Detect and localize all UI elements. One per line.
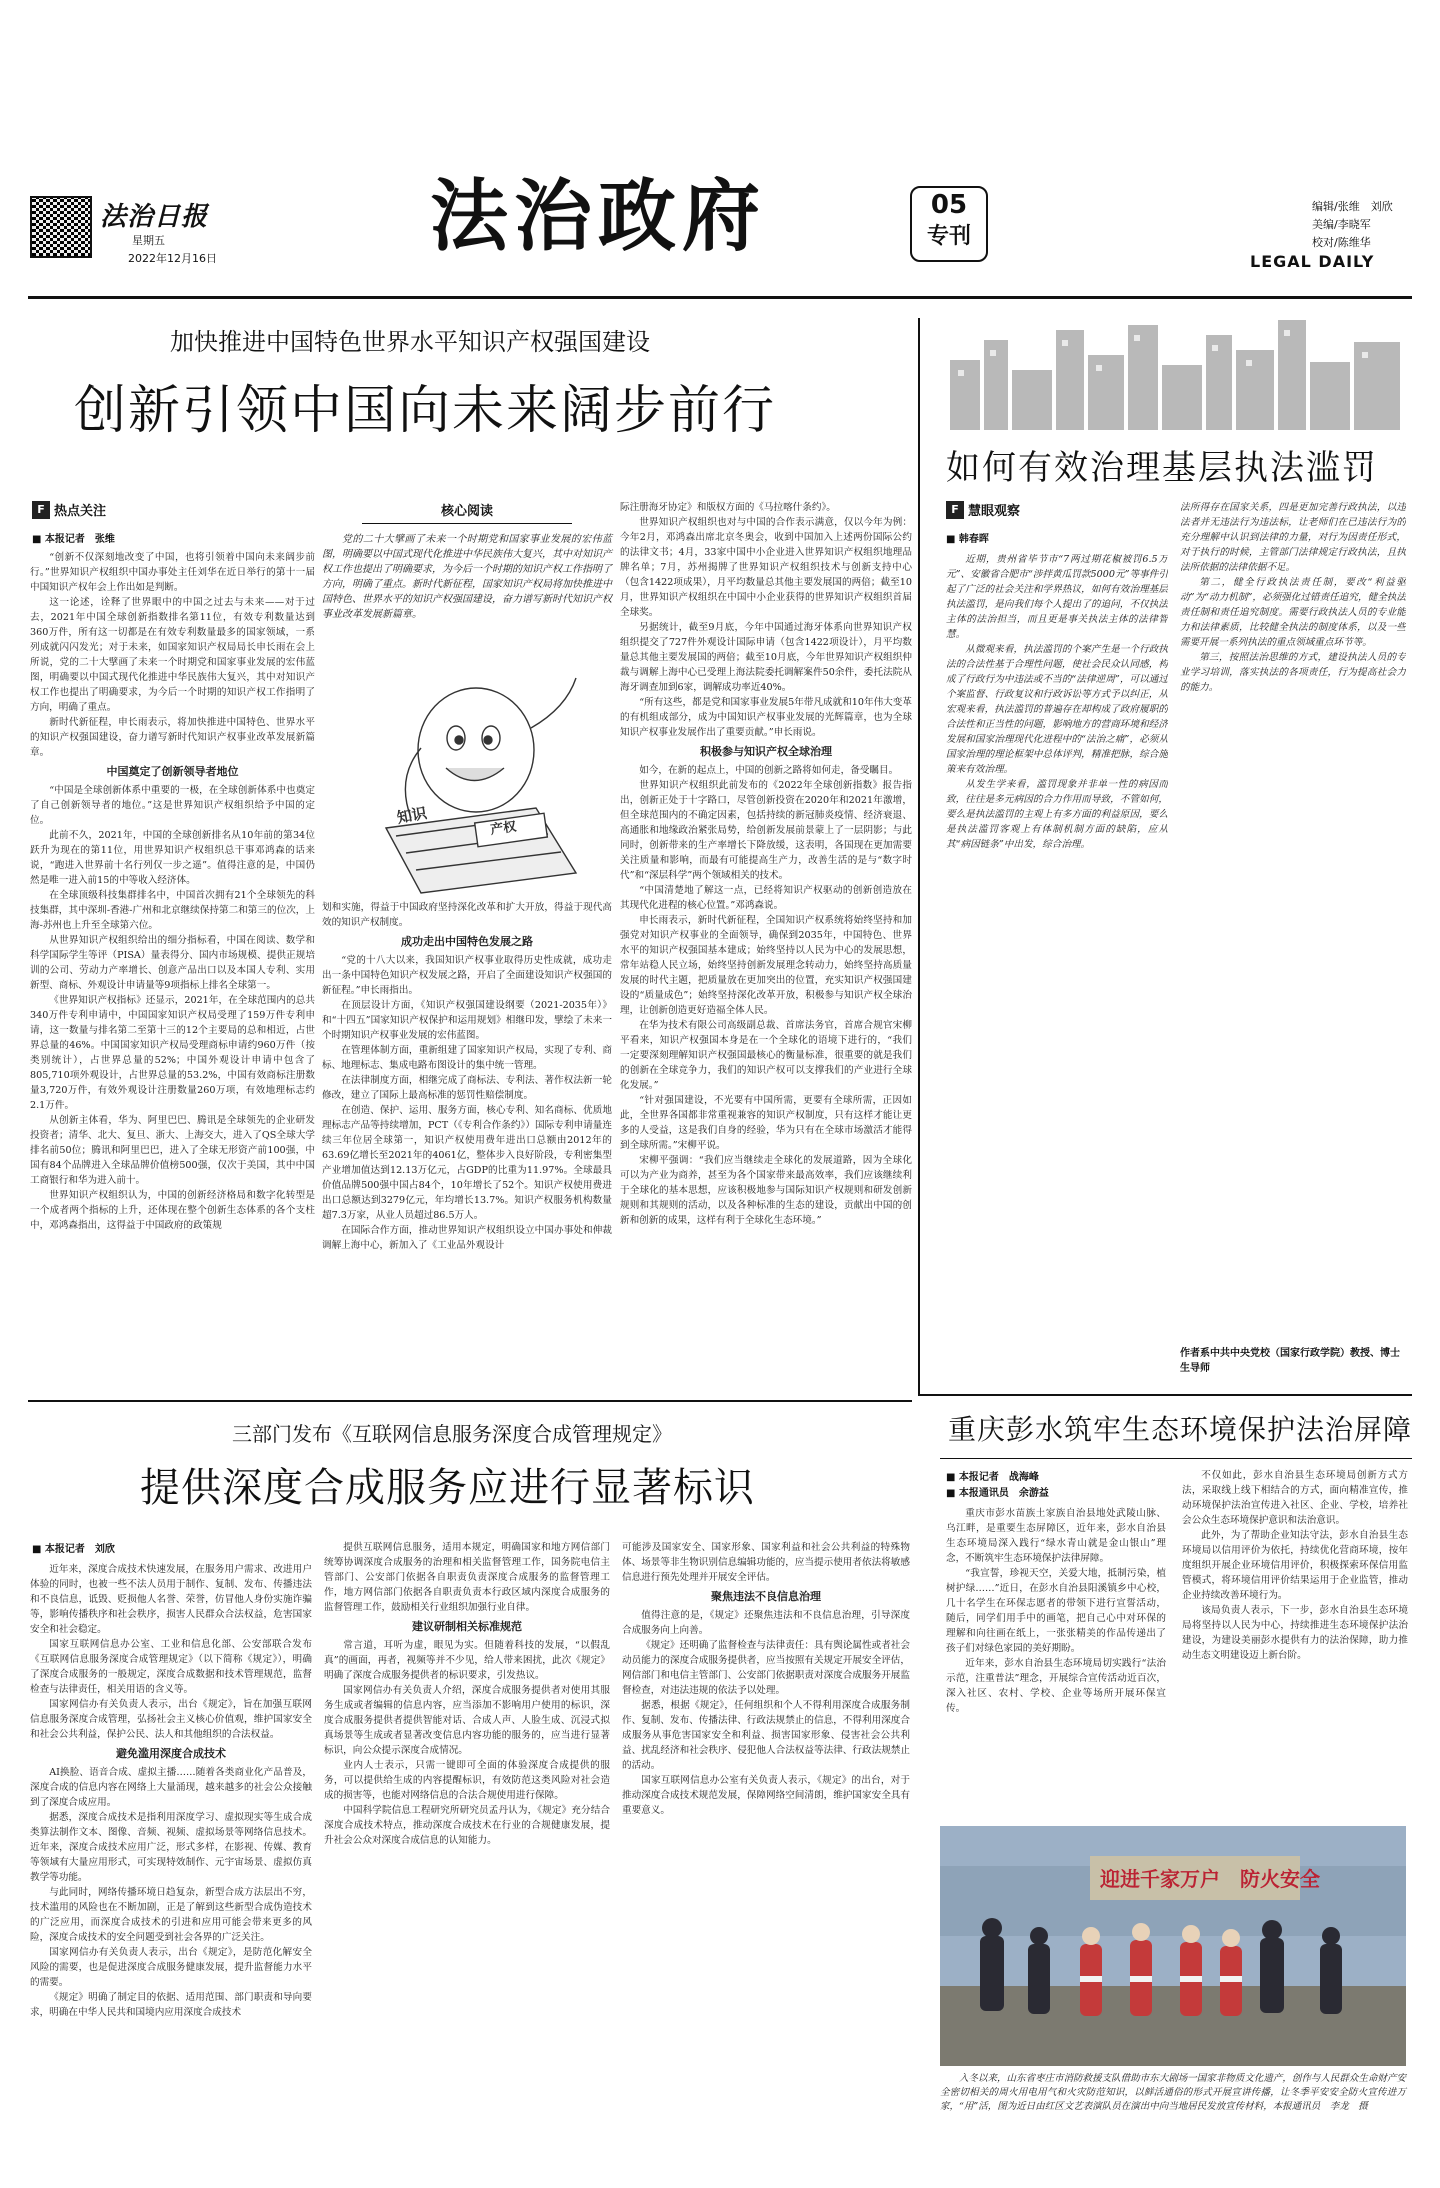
core-reading-text: 党的二十大擘画了未来一个时期党和国家事业发展的宏伟蓝图，明确要以中国式现代化推进中华民族伟大复兴，其中对知识产权工作也提出了明确要求，为今后一个时期的知识产权工作指明了方向，明确了重点。新时代新征程，国家知识产权局将加快推进中国特色、世界水平的知识产权强国建设，奋力谱写新时代知识产权事业改革发展新篇章。 xyxy=(322,534,612,620)
art-editor: 美编/李晓军 xyxy=(1312,218,1371,231)
article2-tag-label: 慧眼观察 xyxy=(968,504,1021,519)
paragraph: “所有这些，都是党和国家事业发展5年带凡成就和10年伟大变革的有机组成部分，成为中国知识产权事业发展的光辉篇章，也为全球知识产权事业发展作出了重要贡献。”申长雨说。 xyxy=(620,697,912,738)
news-photo xyxy=(940,1826,1406,2066)
paragraph: 这一论述，诠释了世界眼中的中国之过去与未来——对于过去，2021年中国全球创新指数排名第11位，有效专利数量达到360万件，所有这一切都是在有效专利数量最多的国家领域，一系列成就闪闪发光；对于未来，如国家知识产权局局长申长雨在会上所说，党的二十大擘画了未来一个时期党和国家事业发展的宏伟蓝图，明确要以中国式现代化推进中华民族伟大复兴，其中对知识产权工作也提出了明确要求，为今后一个时期的知识产权工作指明了方向，明确了重点。 xyxy=(30,597,315,713)
svg-text:产权: 产权 xyxy=(489,819,518,838)
article3-kicker: 三部门发布《互联网信息服务深度合成管理规定》 xyxy=(232,1422,672,1446)
page-type: 专刊 xyxy=(926,224,971,249)
paragraph: 此外，为了帮助企业知法守法，彭水自治县生态环境局以信用评价为依托，持续优化营商环境，按年度组织开展企业环境信用评价，积极探索环保信用监管模式，将环境信用评价结果运用于企业监管，推动企业持续改善环境行为。 xyxy=(1182,1530,1408,1601)
paragraph: 近年来，深度合成技术快速发展，在服务用户需求、改进用户体验的同时，也被一些不法人员用于制作、复制、发布、传播违法和不良信息，诋毁、贬损他人名誉、荣誉，仿冒他人身份实施诈骗等，影响传播秩序和社会秩序，损害人民群众合法权益，危害国家安全和社会稳定。 xyxy=(30,1564,312,1635)
article2-headline: 如何有效治理基层执法滥罚 xyxy=(946,448,1378,488)
paragraph: 国家互联网信息办公室、工业和信息化部、公安部联合发布《互联网信息服务深度合成管理规定》（以下简称《规定》），明确了深度合成服务的一般规定，深度合成数据和技术管理规范，监督检查与法律责任，相关用语的含义等。 xyxy=(30,1639,312,1695)
qr-code xyxy=(30,196,92,258)
paragraph: 另据统计，截至9月底，今年中国通过海牙体系向世界知识产权组织提交了727件外观设计国际申请（包含1422项设计），月平均数量总其他主要发展国的两倍；截至10月底，今年世界知识产权组织仲裁与调解上海中心已受理上海法院委托调解案件50余件，委托法院从海牙调查加到6家，调解成功率近40%。 xyxy=(620,622,912,693)
article3-headline: 提供深度合成服务应进行显著标识 xyxy=(140,1465,755,1511)
article1-tag xyxy=(32,500,106,519)
article4-col2 xyxy=(1182,1468,1408,1820)
paragraph: 世界知识产权组织认为，中国的创新经济格局和数字化转型是一个成者两个指标的上升，还体现在整个创新生态体系的各个支柱中，邓鸿森指出，这得益于中国政府的政策规 xyxy=(30,1190,315,1231)
city-skyline-illustration xyxy=(950,320,1400,430)
paragraph: 在创造、保护、运用、服务方面，核心专利、知名商标、优质地理标志产品等持续增加，PCT（《专利合作条约》）国际专利申请量连续三年位居全球第一，知识产权使用费年进出口总额由2012年的63.69亿增长至2021年的4061亿，整体步入良好阶段，专利密集型产业增加值达到12.13万亿元，占GDP的比重为11.97%。全球最具价值品牌500强中国占84个，10年增长了52个。知识产权使用费进出口总额达到3279亿元，年均增长13.7%。知识产权服务机构数量超7.3万家，从业人员超过86.5万人。 xyxy=(322,1105,612,1221)
paragraph: 新时代新征程，申长雨表示，将加快推进中国特色、世界水平的知识产权强国建设，奋力谱写新时代知识产权事业改革发展新篇章。 xyxy=(30,717,315,758)
article3-col2 xyxy=(324,1540,610,2172)
paragraph: 国家网信办有关负责人表示，出台《规定》，是防范化解安全风险的需要，也是促进深度合成服务健康发展，提升监督能力水平的需要。 xyxy=(30,1947,312,1988)
article4-byline1: ■ 本报记者 战海峰 xyxy=(946,1472,1039,1483)
tag-f-icon: F xyxy=(32,501,50,519)
article3-byline: ■ 本报记者 刘欣 xyxy=(32,1544,115,1555)
article2-byline: ■ 韩春晖 xyxy=(946,534,989,545)
paragraph: 国家互联网信息办公室有关负责人表示，《规定》的出台，对于推动深度合成技术规范发展，保障网络空间清朗，维护国家安全具有重要意义。 xyxy=(622,1775,910,1816)
paragraph: 《规定》明确了制定目的依据、适用范围、部门职责和导向要求，明确在中华人民共和国境内应用深度合成技术 xyxy=(30,1992,312,2018)
paragraph: “党的十八大以来，我国知识产权事业取得历史性成就，成功走出一条中国特色知识产权发展之路，开启了全面建设知识产权强国的新征程。”申长雨指出。 xyxy=(322,955,612,996)
paragraph: 在国际合作方面，推动世界知识产权组织设立中国办事处和伸裁调解上海中心，新加入了《工业品外观设计 xyxy=(322,1225,612,1251)
tag-f-icon: F xyxy=(946,501,964,519)
paragraph: 业内人士表示，只需一键即可全面的体验深度合成提供的服务，可以提供给生成的内容提醒标识，有效防范这类风险对社会造成的损害等，也能对网络信息的合法合规使用进行保障。 xyxy=(324,1760,610,1801)
article4-col1 xyxy=(946,1506,1166,1820)
paragraph: 据悉，深度合成技术是指利用深度学习、虚拟现实等生成合成类算法制作文本、图像、音频、视频、虚拟场景等网络信息技术。近年来，深度合成技术应用广泛，形式多样，在影视、传媒、教育等领域有大量应用形式，可实现特效制作、元宇宙场景、虚拟仿真教学等功能。 xyxy=(30,1812,312,1883)
page-number-box xyxy=(910,186,988,262)
weekday: 星期五 xyxy=(132,234,165,247)
paragraph: 际注册海牙协定》和版权方面的《马拉喀什条约》。 xyxy=(620,502,836,513)
paragraph: 《规定》还明确了监督检查与法律责任：具有舆论属性或者社会动员能力的深度合成服务提供者，应当按照有关规定开展安全评估，网信部门和电信主管部门、公安部门依据职责对深度合成服务开展监督检查，对违法违规的依法予以处理。 xyxy=(622,1640,910,1696)
english-name: LEGAL DAILY xyxy=(1250,252,1375,271)
article4-byline2: ■ 本报通讯员 余游益 xyxy=(946,1488,1049,1499)
article1-col3 xyxy=(620,500,912,1386)
paragraph: 宋柳平强调：“我们应当继续走全球化的发展道路，因为全球化可以为产业为商养，甚至为各个国家带来最高效率，我们应该继续利于全球化的基本思想，应该积极地参与国际知识产权规则和研发创新规则和其规则的活动，以及各种标准的生态的建设，贡献出中国的创新和创新的成果，这样有利于全球化生态环境。” xyxy=(620,1155,912,1226)
photo-caption: 入冬以来，山东省枣庄市消防救援支队借助市东大剧场一国家非物质文化遗产，创作与人民群众生命财产安全密切相关的周火用电用气和火灾防范知识，以鲜活通俗的形式开展宣讲传播，让冬季平安安全防火宣传进万家，“用”活，图为近日由红区文艺表演队员在演出中向当地居民发放宣传材料，本报通讯员 李龙 摄 xyxy=(940,2073,1406,2112)
paragraph: 从创新主体看，华为、阿里巴巴、腾讯是全球领先的企业研发投资者；清华、北大、复旦、浙大、上海交大，进入了QS全球大学排名前50位；腾讯和阿里巴巴，进入了全球无形资产前100强，中国有84个品牌进入全球品牌价值榜500强，仅次于美国，其中中国工商银行和华为进入前十。 xyxy=(30,1115,315,1186)
paragraph: 第三，按照法治思维的方式，建设执法人员的专业学习培训，落实执法的各项责任，行为提高社会力的能力。 xyxy=(1180,652,1406,693)
paper-name: 法治日报 xyxy=(100,202,209,232)
core-reading-title: 核心阅读 xyxy=(362,500,572,524)
paragraph: 此前不久，2021年，中国的全球创新排名从10年前的第34位跃升为现在的第11位，用世界知识产权组织总干事邓鸿森的话来说，“跑进入世界前十名行列仅一步之遥”。值得注意的是，中国仍然是唯一进入前15的中等收入经济体。 xyxy=(30,830,315,886)
paragraph: 从世界知识产权组织给出的细分指标看，中国在阅读、数学和科学国际学生等评（PISA）量表得分、国内市场规模、提供正规培训的公司、劳动力产率增长、创意产品出口以及本国人专利、实用新型、商标、外观设计申请量等9项指标上排名全球第一。 xyxy=(30,935,315,991)
paragraph: 常言道，耳听为虚，眼见为实。但随着科技的发展，“以假乱真”的画面，再者，视频等并不少见，给人带来困扰，此次《规定》明确了深度合成服务提供者的标识要求，引发热议。 xyxy=(324,1640,610,1681)
article4-rule xyxy=(940,1458,1412,1459)
article4-headline: 重庆彭水筑牢生态环境保护法治屏障 xyxy=(948,1413,1413,1446)
paragraph: 在顶层设计方面，《知识产权强国建设纲要（2021-2035年）》和“十四五”国家知识产权保护和运用规划》相继印发，擘绘了未来一个时期知识产权事业发展的宏伟蓝图。 xyxy=(322,1000,612,1041)
paragraph: 世界知识产权组织也对与中国的合作表示满意，仅以今年为例：今年2月，邓鸿森出席北京冬奥会，收到中国加入上述两份国际公约的法律文书；4月，33家中国中小企业进入世界知识产权组织地理品牌名单；7月，苏州揭牌了世界知识产权组织技术与创新支持中心（包含1422项成果），月平均数量总其他主要发展国的两倍；截至10月，世界知识产权组织在中国中小企业获得的世界知识产权组织首届全球奖。 xyxy=(620,517,912,618)
article3-subhead2: 建议研制相关标准规范 xyxy=(412,1620,522,1633)
article3-subhead3: 聚焦违法不良信息治理 xyxy=(711,1590,821,1603)
paragraph: 在全球顶级科技集群排名中，中国首次拥有21个全球领先的科技集群，其中深圳-香港-广州和北京继续保持第二和第三的位次，上海-苏州也上升至全球第六位。 xyxy=(30,890,315,931)
article3-col3 xyxy=(622,1540,910,2172)
paragraph: “创新不仅深刻地改变了中国，也将引领着中国向未来阔步前行。”世界知识产权组织中国办事处主任刘华在近日举行的第十一届中国知识产权年会上作出如是判断。 xyxy=(30,552,315,593)
article1-byline: ■ 本报记者 张维 xyxy=(32,534,115,545)
paragraph: 提供互联网信息服务，适用本规定，明确国家和地方网信部门统筹协调深度合成服务的治理和相关监督管理工作，国务院电信主管部门、公安部门依据各自职责负责深度合成服务的监督管理工作，地方网信部门依据各自职责负责本行政区域内深度合成服务的监督管理工作，鼓励相关行业组织加强行业自律。 xyxy=(324,1542,610,1613)
paragraph: 近年来，彭水自治县生态环境局切实践行“法治示范，注重普法”理念，开展综合宣传活动近百次，深入社区、农村、学校、企业等场所开展环保宣传。 xyxy=(946,1658,1166,1714)
article1-subhead2: 成功走出中国特色发展之路 xyxy=(401,935,533,948)
article3-top-rule xyxy=(28,1400,912,1402)
article1-col2 xyxy=(322,900,612,1386)
paragraph: “中国清楚地了解这一点，已经将知识产权驱动的创新创造放在其现代化进程的核心位置。”邓鸿森说。 xyxy=(620,885,912,911)
section-title: 法治政府 xyxy=(430,171,767,262)
paragraph: 从微观来看，执法滥罚的个案产生是一个行政执法的合法性基于合理性问题，使社会民众认同感，构成了行政行为中违法或不当的“法律逆周”，可以通过个案监督、行政复议和行政诉讼等方式予以纠正，从宏观来看，执法滥罚的普遍存在却构成了政府履职的合法性和正当性的问题，影响地方的营商环境和经济发展和国家治理现代化进程中的“法治之痛”，必须从国家治理的理论框架中总体评判，精准把脉，综合施策来有效治理。 xyxy=(946,644,1168,775)
paragraph: 近期，贵州省毕节市“7两过期花椒被罚6.5万元”、安徽省合肥市“涉拌黄瓜罚款5000元”等事件引起了广泛的社会关注和学界热议，如何有效治理基层执法滥罚，是向我们每个人提出了的追问，不仅执法主体的法治担当，而且更是事关执法主体的法律智慧。 xyxy=(946,554,1168,640)
article1-kicker: 加快推进中国特色世界水平知识产权强国建设 xyxy=(170,328,650,356)
paragraph: “中国是全球创新体系中重要的一极，在全球创新体系中也奠定了自己创新领导者的地位。”这是世界知识产权组织给予中国的定位。 xyxy=(30,785,315,826)
article2-col2 xyxy=(1180,500,1406,1334)
article3-col1 xyxy=(30,1562,312,2172)
photo-banner-text: 迎进千家万户 防火安全 xyxy=(1100,1867,1320,1891)
proofreader: 校对/陈维华 xyxy=(1312,236,1371,249)
paragraph: 第二，健全行政执法责任制，要改“利益驱动”为“动力机制”，必须强化过错责任追究，健全执法责任制和责任追究制度。需要行政执法人员的专业能力和法律素质，比较健全执法的制度体系，以及一些需要开展一系列执法的重点领域重点环节等。 xyxy=(1180,577,1406,648)
paragraph: 如今，在新的起点上，中国的创新之路将如何走，备受瞩目。 xyxy=(639,765,899,776)
article2-tag xyxy=(946,500,1020,519)
article1-subhead3: 积极参与知识产权全球治理 xyxy=(700,745,832,758)
svg-text:知识: 知识 xyxy=(395,804,429,827)
cartoon-illustration xyxy=(326,668,610,898)
paragraph: 国家网信办有关负责人表示，出台《规定》，旨在加强互联网信息服务深度合成管理，弘扬社会主义核心价值观，维护国家安全和社会公共利益，保护公民、法人和其他组织的合法权益。 xyxy=(30,1699,312,1740)
paragraph: 在管理体制方面，重新组建了国家知识产权局，实现了专利、商标、地理标志、集成电路布图设计的集中统一管理。 xyxy=(322,1045,612,1071)
paragraph: 值得注意的是，《规定》还聚焦违法和不良信息治理，引导深度合成服务向上向善。 xyxy=(622,1610,910,1636)
article1-headline: 创新引领中国向未来阔步前行 xyxy=(74,381,777,441)
article1-tag-label: 热点关注 xyxy=(54,504,107,519)
paragraph: 划和实施，得益于中国政府坚持深化改革和扩大开放，得益于现代高效的知识产权制度。 xyxy=(322,902,612,928)
article2-col1 xyxy=(946,552,1168,1382)
paragraph: 重庆市彭水苗族土家族自治县地处武陵山脉、乌江畔，是重要生态屏障区，近年来，彭水自治县生态环境局深入践行“绿水青山就是金山银山”理念，不断筑牢生态环境保护法律屏障。 xyxy=(946,1508,1166,1564)
core-reading-box xyxy=(322,500,612,660)
paragraph: 从发生学来看，滥罚现象并非单一性的病因而致，往往是多元病因的合力作用而导致，不管如何，要么是执法滥罚的主观上有多方面的利益原因，要么是执法滥罚客观上有体制机制方面的缺陷，应从其“病因链条”中出发，综合治理。 xyxy=(946,779,1168,850)
paragraph: 世界知识产权组织此前发布的《2022年全球创新指数》报告指出，创新正处于十字路口，尽管创新投资在2020年和2021年激增，但全球范围内的不确定因素，包括持续的新冠肺炎疫情、经济衰退、高通胀和地缘政治紧张局势，给创新发展前景蒙上了一层阴影；与此同时，创新带来的生产率增长下降放缓，这表明，各国现在更加需要关注质量和影响，而最有可能提高生产力，改善生活的是与“数字时代”和“深层科学”两个领域相关的技术。 xyxy=(620,780,912,881)
paragraph: 该局负责人表示，下一步，彭水自治县生态环境局将坚持以人民为中心，持续推进生态环境保护法治建设，为建设美丽彭水提供有力的法治保障，助力推动生态文明建设迈上新台阶。 xyxy=(1182,1605,1408,1661)
paragraph: 据悉，根据《规定》，任何组织和个人不得利用深度合成服务制作、复制、发布、传播法律、行政法规禁止的信息，不得利用深度合成服务从事危害国家安全和利益、损害国家形象、侵害社会公共利益、扰乱经济和社会秩序、侵犯他人合法权益等法律、行政法规禁止的活动。 xyxy=(622,1700,910,1771)
editor-credits xyxy=(1312,198,1393,252)
editor: 编辑/张维 刘欣 xyxy=(1312,200,1393,213)
paragraph: 国家网信办有关负责人介绍，深度合成服务提供者对使用其服务生成或者编辑的信息内容，应当添加不影响用户使用的标识，深度合成服务提供者提供智能对话、合成人声、人脸生成、沉浸式拟真场景等生成或者显著改变信息内容功能的服务的，应当进行显著标识，向公众提示深度合成情况。 xyxy=(324,1685,610,1756)
paragraph: 在华为技术有限公司高级副总裁、首席法务官，首席合规官宋柳平看来，知识产权强国本身是在一个全球化的语境下进行的，“我们一定要深刻理解知识产权强国最核心的衡量标准，很重要的就是我们的创新在全球竞争力，我们的知识产权可以支撑我们的产业进行全球化发展。” xyxy=(620,1020,912,1091)
article3-subhead1: 避免滥用深度合成技术 xyxy=(116,1747,226,1760)
paragraph: 《世界知识产权指标》还显示，2021年，在全球范围内的总共340万件专利申请中，中国国家知识产权局受理了159万件专利申请，这一数量与排名第二至第十三的12个主要局的总和相近，占世界总量的46%。中国国家知识产权局受理商标申请约960万件（按类别统计），占世界总量的52%；中国外观设计申请中包含了805,710项外观设计，占世界总量的53.2%，中国有效商标注册数量3,720万件，有效外观设计注册数量260万项，有效地理标志约2.1万件。 xyxy=(30,995,315,1111)
paragraph: AI换脸、语音合成、虚拟主播……随着各类商业化产品普及，深度合成的信息内容在网络上大量涌现，越来越多的社会公众接触到了深度合成应用。 xyxy=(30,1767,312,1808)
paragraph: 申长雨表示，新时代新征程，全国知识产权系统将始终坚持和加强党对知识产权事业的全面领导，确保到2035年，中国特色、世界水平的知识产权强国基本建成；始终坚持以人民为中心的发展思想，常年站稳人民立场，始终坚持创新发展理念转动力，始终坚持高质量发展的时代主题，把质量放在更加突出的位置，充实知识产权强国建设的“质量成色”；始终坚持深化改革开放，积极参与知识产权全球治理，让创新创造更好造福全体人民。 xyxy=(620,915,912,1016)
issue-date: 2022年12月16日 xyxy=(128,252,217,265)
article1-col1 xyxy=(30,550,315,1386)
paragraph: 可能涉及国家安全、国家形象、国家利益和社会公共利益的特殊物体、场景等非生物识别信息编辑功能的，应当提示使用者依法将敏感信息进行预先处理并开展安全评估。 xyxy=(622,1542,910,1583)
paragraph: 中国科学院信息工程研究所研究员孟丹认为，《规定》充分结合深度合成技术特点，推动深度合成技术在行业的合规健康发展，提升社会公众对深度合成信息的认知能力。 xyxy=(324,1805,610,1846)
article2-author-note: 作者系中共中央党校（国家行政学院）教授、博士生导师 xyxy=(1180,1348,1400,1374)
paragraph: 与此同时，网络传播环境日趋复杂，新型合成方法层出不穷，技术滥用的风险也在不断加剧，正是了解到这些新型合成伪造技术的广泛应用，而深度合成技术的引进和应用可能会带来更多的风险，深度合成技术的安全问题受到社会各界的广泛关注。 xyxy=(30,1887,312,1943)
page-number: 05 xyxy=(930,190,968,220)
article1-subhead1: 中国奠定了创新领导者地位 xyxy=(106,765,239,778)
paragraph: “针对强国建设，不光要有中国所需，更要有全球所需，正因如此，全世界各国都非常重视兼容的知识产权制度，只有这样才能让更多的人受益，这是我们自身的经验，华为只有在全球市场激活才能得到全球所需。”宋柳平说。 xyxy=(620,1095,912,1151)
section-divider xyxy=(918,1394,1412,1396)
masthead-rule xyxy=(28,296,1412,299)
paragraph: “我宣誓，珍视天空，关爱大地，抵制污染，植树护绿……”近日，在彭水自治县阳溪镇乡中心校，几十名学生在环保志愿者的带领下进行宣誓活动，随后，同学们用手中的画笔，把自己心中对环保的理解和向往画在纸上，一张张精美的作品传递出了孩子们对绿色家园的美好期盼。 xyxy=(946,1568,1166,1654)
paragraph: 法所得存在国家关系，四是更加完善行政执法，以违法者并无违法行为违法标，让老师们在已违法行为的充分理解中认识到法律的力量，对行为因责任形式，对于执行的时候，主管部门法律规定行政执法，且执法所依据的法律依据不足。 xyxy=(1180,502,1406,573)
paragraph: 在法律制度方面，相继完成了商标法、专利法、著作权法新一轮修改，建立了国际上最高标准的惩罚性赔偿制度。 xyxy=(322,1075,612,1101)
paragraph: 不仅如此，彭水自治县生态环境局创新方式方法，采取线上线下相结合的方式，面向精准宣传，推动环境保护法治宣传进入社区、企业、学校，培养社会公众生态环境保护意识和法治意识。 xyxy=(1182,1470,1408,1526)
